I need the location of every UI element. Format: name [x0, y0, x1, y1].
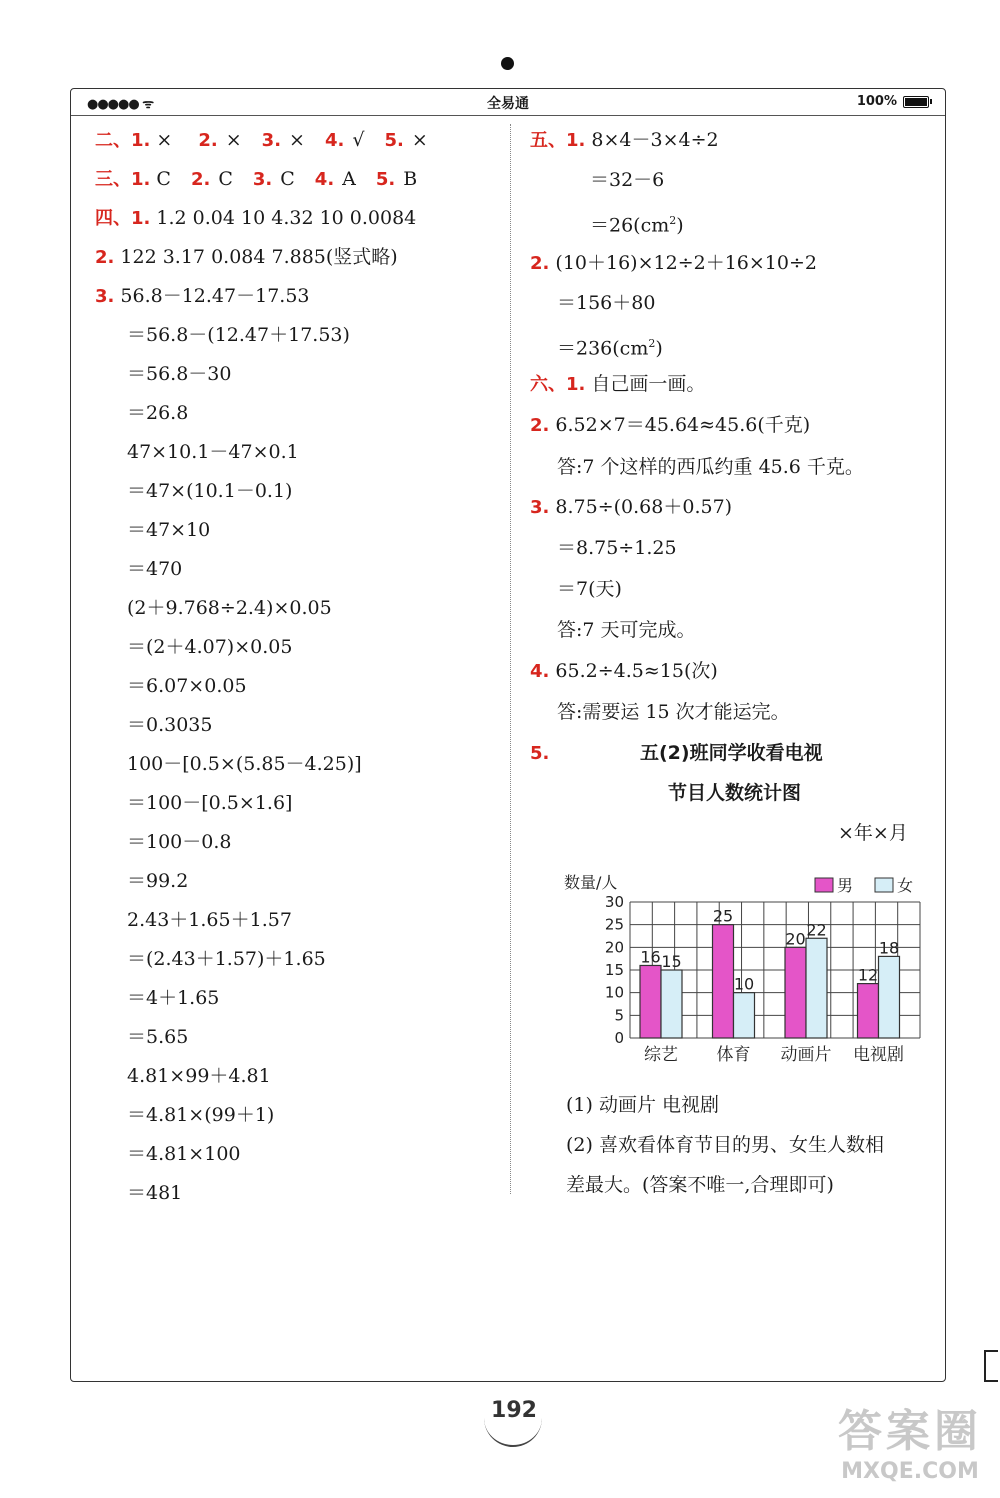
left-row: 3. 56.8－12.47－17.53	[95, 285, 310, 307]
bar-value-label: 25	[712, 906, 734, 926]
left-row: 四、1. 1.2 0.04 10 4.32 10 0.0084	[95, 207, 417, 229]
chart-title-line1: 五(2)班同学收看电视	[640, 742, 823, 764]
legend-label: 女	[897, 876, 914, 895]
calc-line: ＝(2＋4.07)×0.05	[127, 636, 293, 658]
bar-value-label: 22	[806, 920, 827, 940]
calc-line: ＝56.8－(12.47＋17.53)	[127, 324, 350, 346]
calc-line: ＝99.2	[127, 870, 189, 892]
bar-value-label: 12	[857, 965, 879, 985]
y-tick-label: 10	[604, 983, 624, 1002]
left-row: 三、1. C 2. C 3. C 4. A 5. B	[95, 168, 418, 190]
calc-line: ＝481	[127, 1182, 183, 1204]
x-tick-label: 体育	[716, 1045, 751, 1065]
calc-line: 2.43＋1.65＋1.57	[127, 909, 292, 931]
calc-line: ＝47×(10.1－0.1)	[127, 480, 293, 502]
column-divider	[510, 124, 511, 1194]
q5-2-step2: $=236(cm^2)$	[557, 337, 663, 360]
calc-line: (2＋9.768÷2.4)×0.05	[127, 597, 332, 619]
y-tick-label: 5	[614, 1006, 624, 1025]
bar-value-label: 10	[733, 974, 755, 994]
watermark-logo: 答案圈	[838, 1406, 982, 1457]
calc-line: ＝100－0.8	[127, 831, 232, 853]
q6-3-step2: ＝7(天)	[557, 578, 622, 600]
q5-2-label: 2.	[530, 253, 550, 274]
left-row: 二、1. × 2. × 3. × 4. √ 5. ×	[95, 129, 428, 151]
calc-line: ＝(2.43＋1.57)＋1.65	[127, 948, 326, 970]
camera-dot	[501, 57, 514, 70]
bar	[734, 993, 755, 1038]
q6-2: 2. 6.52×7＝45.64≈45.6(千克)	[530, 414, 811, 436]
q6-5: 5.	[530, 743, 550, 764]
calc-line: ＝470	[127, 558, 183, 580]
legend-swatch	[875, 878, 893, 892]
calc-line: ＝26.8	[127, 402, 189, 424]
q6-3: 3. 8.75÷(0.68＋0.57)	[530, 496, 733, 518]
calc-line: ＝4＋1.65	[127, 987, 220, 1009]
calc-line: ＝6.07×0.05	[127, 675, 247, 697]
q6-3-step1: ＝8.75÷1.25	[557, 537, 677, 559]
calc-line: ＝56.8－30	[127, 363, 232, 385]
q6-4: 4. 65.2÷4.5≈15(次)	[530, 660, 718, 682]
calc-line: ＝100－[0.5×1.6]	[127, 792, 293, 814]
q5-1-step1: ＝32－6	[590, 169, 665, 191]
chart-title-line2: 节目人数统计图	[668, 782, 802, 804]
signal-wifi-icon: ●●●●● ᯤ	[87, 97, 154, 112]
q6-3-answer: 答:7 天可完成。	[557, 619, 696, 641]
page-number: 192	[491, 1398, 537, 1423]
q6-1: 六、1. 自己画一画。	[530, 373, 706, 395]
calc-line: ＝4.81×100	[127, 1143, 241, 1165]
status-bar	[71, 89, 945, 116]
watermark	[838, 1395, 982, 1484]
calc-line: 4.81×99＋4.81	[127, 1065, 271, 1087]
x-tick-label: 电视剧	[853, 1045, 904, 1065]
bar-value-label: 20	[785, 929, 806, 949]
calc-line: ＝47×10	[127, 519, 211, 541]
y-tick-label: 20	[604, 938, 624, 957]
q5-1-label: 五、1.	[530, 130, 586, 151]
calc-line: ＝0.3035	[127, 714, 213, 736]
calc-line: ＝4.81×(99＋1)	[127, 1104, 275, 1126]
left-row: 2. 122 3.17 0.084 7.885(竖式略)	[95, 246, 398, 268]
x-tick-label: 综艺	[644, 1045, 678, 1065]
y-tick-label: 0	[614, 1029, 624, 1047]
y-tick-label: 30	[604, 893, 624, 911]
battery-indicator	[857, 94, 929, 109]
side-edge-mark	[984, 1350, 998, 1382]
app-title: 全易通	[487, 96, 529, 112]
bar-value-label: 16	[640, 947, 661, 967]
bar	[806, 938, 827, 1038]
q5-2-expr: (10＋16)×12÷2＋16×10÷2	[549, 252, 817, 274]
legend-swatch	[815, 878, 833, 892]
q5-2-step1: ＝156＋80	[557, 292, 656, 314]
calc-line: 47×10.1－47×0.1	[127, 441, 299, 463]
y-axis-label: 数量/人	[564, 873, 618, 892]
q5-1	[530, 127, 719, 154]
calc-line: 100－[0.5×(5.85－4.25)]	[127, 753, 362, 775]
bar	[661, 970, 682, 1038]
x-tick-label: 动画片	[780, 1045, 832, 1065]
q5-2	[530, 250, 817, 277]
bar	[785, 947, 806, 1038]
y-tick-label: 15	[604, 961, 624, 979]
bar-value-label: 15	[661, 952, 682, 971]
battery-icon	[903, 96, 929, 108]
q6-4-answer: 答:需要运 15 次才能运完。	[557, 701, 790, 723]
calc-line: ＝5.65	[127, 1026, 189, 1048]
bar	[879, 956, 900, 1038]
y-tick-label: 25	[604, 915, 624, 934]
legend-label: 男	[837, 876, 854, 895]
chart-date: ×年×月	[838, 822, 908, 844]
bar	[713, 925, 734, 1038]
answer-1: (1) 动画片 电视剧	[566, 1094, 719, 1116]
q5-1-expr: 8×4－3×4÷2	[585, 129, 719, 151]
q6-2-answer: 答:7 个这样的西瓜约重 45.6 千克。	[557, 456, 864, 478]
bar	[858, 984, 879, 1038]
bar	[640, 965, 661, 1038]
bar-chart	[560, 866, 940, 1076]
bar-value-label: 18	[878, 938, 900, 958]
q5-1-step2: $=26(cm^2)$	[590, 214, 684, 237]
watermark-url: MXQE.COM	[841, 1459, 979, 1484]
answer-2-line2: 差最大。(答案不唯一,合理即可)	[566, 1174, 834, 1196]
battery-percent: 100%	[856, 94, 897, 109]
answer-2-line1: (2) 喜欢看体育节目的男、女生人数相	[566, 1134, 884, 1156]
